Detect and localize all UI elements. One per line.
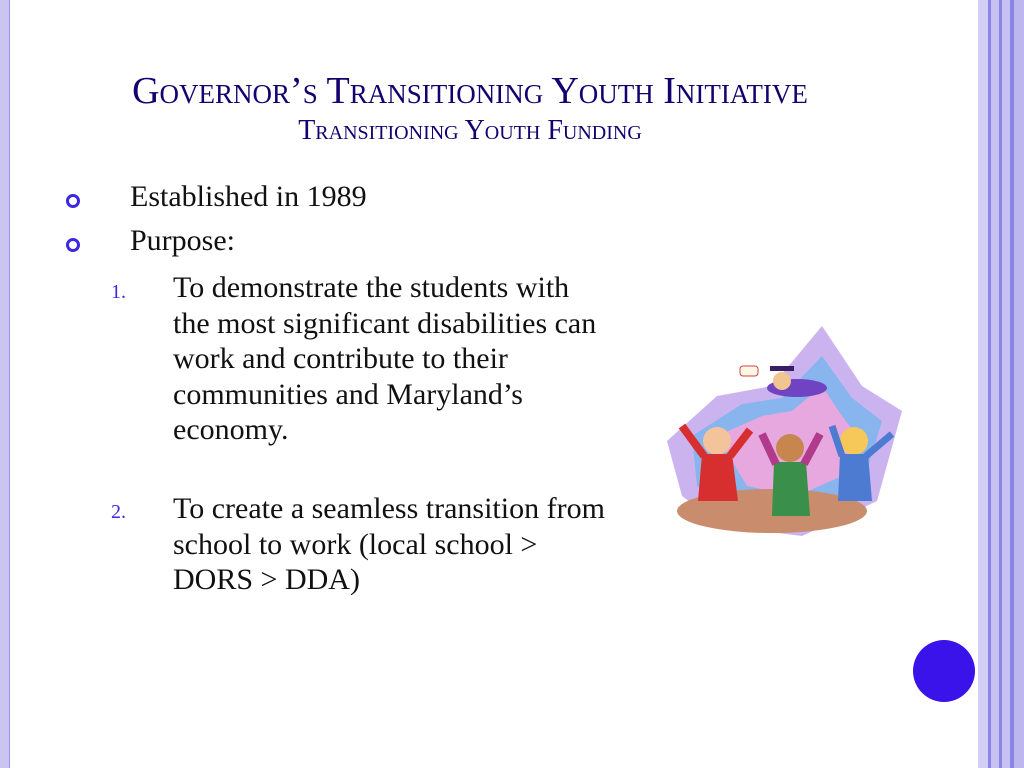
slide-title-block [30,68,910,148]
bullet-established: Established in 1989 [130,180,367,213]
left-border [0,0,10,768]
purpose-item-1: To demonstrate the students with the most significant disabilities can work and contribute to their communities and Maryland’s economy. [173,271,597,446]
decorative-circle [913,640,975,702]
list-number-1: 1. [111,281,126,303]
bullet-icon [66,238,80,252]
right-decorative-stripes [978,0,1024,768]
slide-subtitle: Transitioning Youth Funding [298,115,642,146]
bullet-icon [66,194,80,208]
bullet-purpose: Purpose: [130,224,235,257]
list-number-2: 2. [111,501,126,523]
slide-title: Governor’s Transitioning Youth Initiative [132,70,808,112]
celebrating-graduates-clipart [662,326,912,542]
purpose-item-2: To create a seamless transition from school to work (local school > DORS > DDA) [173,492,605,596]
